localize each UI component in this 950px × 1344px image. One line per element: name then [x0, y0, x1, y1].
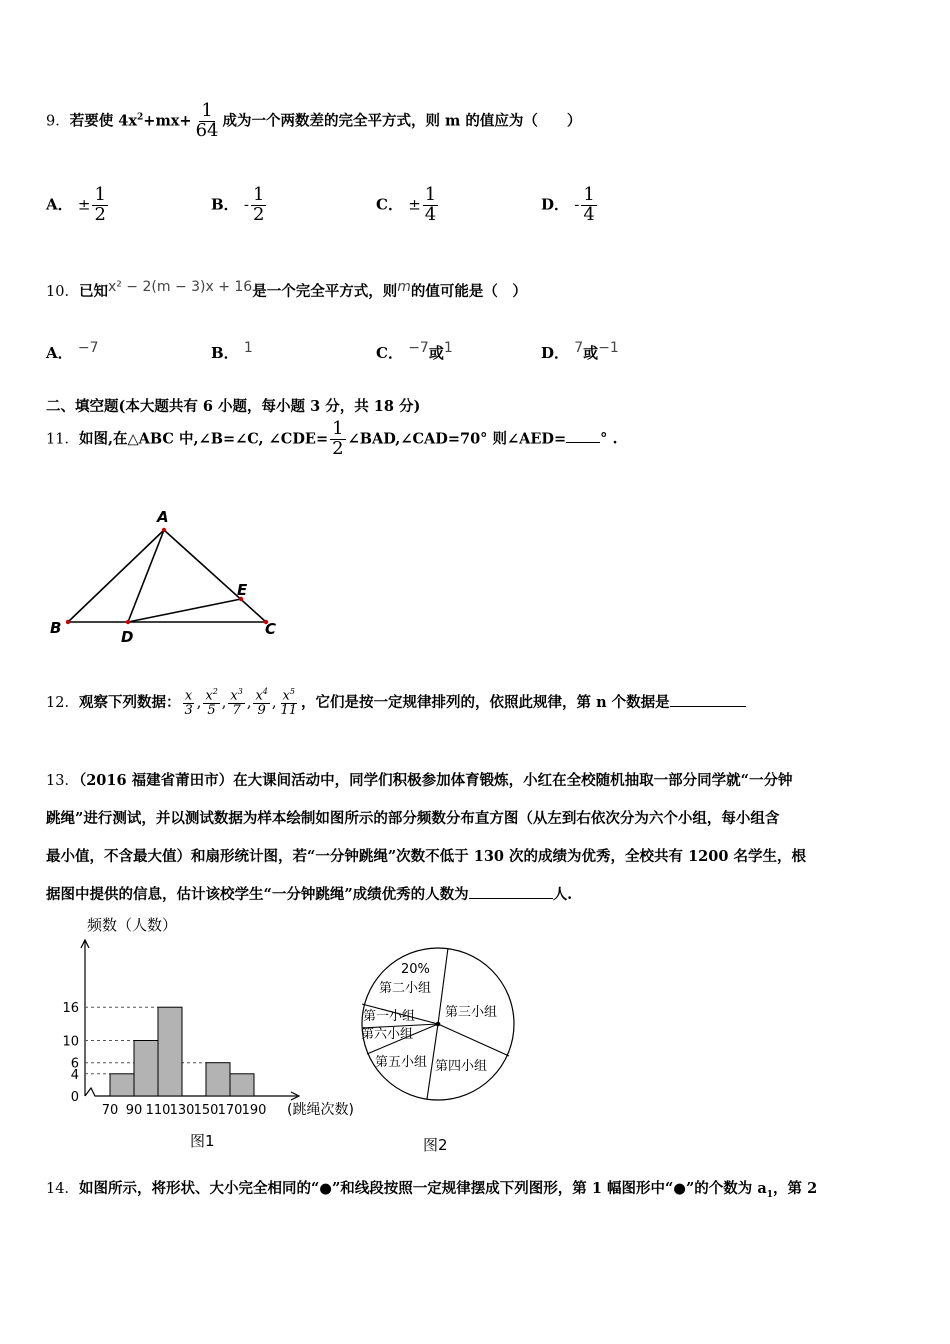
x-tick-label: 150	[193, 1103, 219, 1118]
option-value-2: −1	[598, 340, 619, 356]
option-sign: ±	[408, 195, 421, 214]
q10-option-c	[376, 342, 453, 363]
frac-den: 4	[424, 203, 437, 225]
q13-text: 人.	[552, 886, 573, 903]
pie-label-group6: 第六小组	[361, 1027, 414, 1042]
segment-ac	[164, 530, 266, 622]
q12-line	[46, 688, 746, 718]
y-tick-label: 0	[70, 1090, 79, 1105]
q14-line	[46, 1177, 817, 1200]
pie-label-group4: 第四小组	[435, 1059, 488, 1074]
q10-line	[46, 280, 527, 301]
label-b: B	[50, 619, 62, 637]
term-sup: 4	[262, 687, 268, 696]
q13-answer-blank[interactable]	[469, 884, 553, 899]
frac-den: 4	[583, 203, 595, 225]
pie-label-group2: 第二小组	[379, 981, 432, 996]
q14-tail: ，第 2	[773, 1180, 818, 1197]
q13-number: 13．	[46, 773, 79, 789]
term-num: x	[255, 688, 263, 704]
frac-den: 2	[332, 437, 344, 459]
section-heading: 二、填空题(本大题共有 6 小题，每小题 3 分，共 18 分)	[46, 398, 421, 415]
option-sign: -	[243, 195, 249, 214]
frac-num: 1	[253, 184, 265, 205]
option-letter: B．	[211, 344, 239, 362]
q13-line-4	[46, 876, 896, 914]
option-fraction	[423, 186, 438, 225]
frac-den: 2	[253, 203, 265, 225]
frac-num: 1	[94, 184, 106, 205]
q13-paragraph	[46, 762, 896, 914]
figure2-caption: 图2	[423, 1136, 448, 1154]
term-sep: ,	[271, 694, 277, 711]
x-tick-label: 70	[101, 1103, 119, 1118]
option-or: 或	[428, 344, 444, 362]
term-den: 5	[207, 702, 216, 718]
term-sep: ,	[246, 694, 252, 711]
frac-den: 2	[94, 203, 106, 225]
q12-number: 12．	[46, 694, 79, 711]
y-tick-label: 4	[70, 1067, 79, 1083]
q10-option-b	[211, 342, 253, 363]
y-tick-label: 16	[62, 1001, 79, 1017]
term-num: x	[230, 688, 238, 704]
pie-label-group5: 第五小组	[375, 1055, 428, 1070]
option-fraction	[92, 186, 107, 225]
q13-line-3: 最小值，不含最大值）和扇形统计图，若“一分钟跳绳”次数不低于 130 次的成绩为优秀，全校共有 1200 名学生，根	[46, 848, 806, 865]
term-den: 11	[280, 702, 298, 718]
histogram-chart	[55, 910, 375, 1120]
option-fraction	[251, 186, 266, 225]
term-sep: ,	[221, 694, 227, 711]
option-value: −7	[77, 340, 99, 356]
triangle-figure	[40, 500, 300, 650]
pie-center	[436, 1022, 441, 1027]
q9-option-c	[376, 186, 440, 225]
q11-answer-blank[interactable]	[566, 428, 600, 443]
q9-text-before: 若要使 4x	[69, 112, 138, 130]
q10-var: m	[397, 279, 411, 295]
term-sup: 2	[212, 687, 218, 696]
pie-label-group1: 第一小组	[363, 1009, 416, 1024]
y-tick-label: 6	[70, 1056, 79, 1072]
term-den: 9	[257, 702, 266, 718]
option-letter: D．	[541, 344, 570, 362]
option-letter: B．	[211, 195, 239, 214]
pie-annotation-20: 20%	[401, 962, 430, 977]
q13-line-1	[46, 762, 896, 800]
segment-de	[128, 599, 241, 622]
histogram-bar	[110, 1074, 134, 1096]
q9-text-after: 成为一个两数差的完全平方式，则 m 的值应为（ ）	[222, 112, 582, 130]
q13-text: 据图中提供的信息，估计该校学生“一分钟跳绳”成绩优秀的人数为	[46, 886, 469, 903]
pie-label-group3: 第三小组	[445, 1005, 498, 1020]
point-d	[126, 620, 130, 624]
term-num: x	[184, 688, 193, 704]
q13-line-2: 跳绳”进行测试，并以测试数据为样本绘制如图所示的部分频数分布直方图（从左到右依次分为六个小组，每小组含	[46, 810, 780, 827]
histogram-bar	[206, 1063, 230, 1096]
pie-divider	[438, 1024, 509, 1056]
option-fraction	[581, 186, 596, 225]
q10-text-before: 已知	[78, 283, 108, 300]
term-den: 3	[184, 702, 193, 718]
frac-num: 1	[332, 418, 344, 439]
option-or: 或	[583, 344, 599, 362]
q11-number: 11．	[46, 431, 79, 448]
point-b	[66, 620, 70, 624]
histogram-bar	[158, 1007, 182, 1096]
q9-option-b	[211, 186, 268, 225]
option-sign: -	[574, 195, 580, 214]
q12-text-before: 观察下列数据：	[78, 693, 181, 711]
y-tick-label: 10	[62, 1034, 79, 1050]
q10-formula: x² − 2(m − 3)x + 16	[107, 279, 253, 295]
option-value: −7	[408, 340, 429, 356]
q11-tail: ° .	[600, 430, 618, 448]
label-d: D	[121, 628, 134, 646]
histogram-ylabel: 频数（人数）	[87, 916, 178, 934]
q9-option-a	[46, 186, 110, 225]
frac-num: 1	[583, 184, 595, 205]
x-tick-label: 130	[169, 1103, 195, 1118]
term-sup: 5	[289, 687, 295, 696]
figure1-caption: 图1	[190, 1132, 215, 1150]
option-letter: D．	[541, 195, 570, 214]
option-value: 7	[574, 340, 584, 356]
option-sign: ±	[77, 195, 91, 214]
q9-option-d	[541, 186, 599, 225]
x-tick-label: 90	[125, 1103, 143, 1118]
q11-line	[46, 420, 618, 459]
segment-ad	[128, 530, 164, 622]
pie-chart	[355, 940, 525, 1110]
q13-text: （2016 福建省莆田市）在大课间活动中，同学们积极参加体育锻炼，小红在全校随机抽取一部分同学就“一分钟	[78, 772, 793, 789]
label-e: E	[237, 581, 248, 599]
term-num: x	[205, 688, 213, 704]
option-value: 1	[243, 340, 253, 356]
option-letter: C．	[376, 344, 403, 362]
option-letter: A．	[46, 344, 73, 362]
histogram-bar	[134, 1041, 158, 1097]
frac-num: 1	[424, 184, 437, 205]
label-a: A	[157, 508, 169, 526]
q14-text: 如图所示，将形状、大小完全相同的“●”和线段按照一定规律摆成下列图形，第 1 幅图形中“●”的个数为 a	[78, 1180, 767, 1197]
q12-term-1	[182, 688, 194, 718]
q10-text-mid: 是一个完全平方式，则	[252, 283, 398, 300]
q10-text-after: 的值可能是（ ）	[410, 283, 527, 300]
q9-number: 9．	[46, 113, 70, 130]
q9-line	[46, 102, 581, 141]
q9-frac-den: 64	[195, 119, 219, 141]
label-c: C	[265, 620, 277, 638]
term-sep: ,	[196, 694, 202, 711]
q9-fraction	[194, 102, 221, 141]
q14-sub: 1	[766, 1189, 774, 1200]
option-letter: C．	[376, 195, 403, 214]
x-tick-label: 110	[145, 1103, 171, 1118]
q10-option-d	[541, 342, 619, 363]
point-a	[162, 528, 166, 532]
q14-number: 14．	[46, 1181, 79, 1197]
term-den: 7	[232, 702, 241, 718]
q9-sup: 2	[137, 112, 144, 123]
term-sup: 3	[237, 687, 243, 696]
q10-option-a	[46, 342, 99, 363]
q12-term-4	[253, 688, 269, 718]
option-value-2: 1	[443, 340, 453, 356]
q11-text-before: 如图,在△ABC 中,∠B=∠C, ∠CDE=	[78, 430, 329, 448]
q12-term-5	[278, 688, 299, 718]
histogram-bar	[230, 1074, 254, 1096]
q9-frac-num: 1	[201, 100, 213, 121]
histogram-xlabel: (跳绳次数)	[287, 1102, 354, 1118]
q10-number: 10．	[46, 284, 79, 300]
q11-fraction	[330, 420, 345, 459]
term-num: x	[282, 688, 290, 704]
x-tick-label: 170	[217, 1103, 243, 1118]
q12-term-2	[203, 688, 219, 718]
q11-text-after: ∠BAD,∠CAD=70° 则∠AED=	[347, 430, 567, 448]
q12-text-after: ，它们是按一定规律排列的，依照此规律，第 n 个数据是	[301, 693, 670, 711]
x-tick-label: 190	[241, 1103, 267, 1118]
option-letter: A．	[46, 195, 73, 214]
q12-term-3	[228, 688, 244, 718]
segment-ab	[68, 530, 164, 622]
q12-answer-blank[interactable]	[670, 692, 746, 707]
q9-text-mid: +mx+	[143, 112, 192, 130]
